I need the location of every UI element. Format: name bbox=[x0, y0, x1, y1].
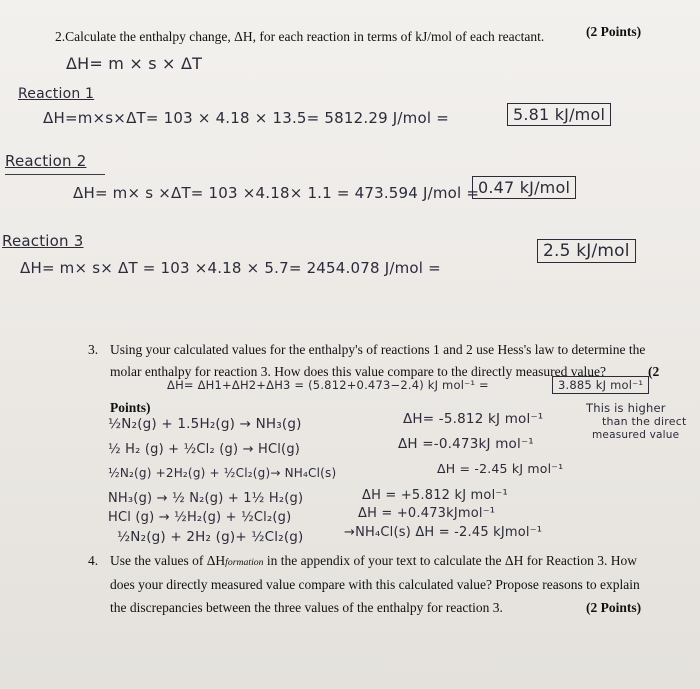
q4-points: (2 Points) bbox=[586, 600, 642, 615]
reaction-2-answer: 0.47 kJ/mol bbox=[472, 176, 576, 199]
q2-prompt: 2.Calculate the enthalpy change, ΔH, for each reaction in terms of kJ/mol of each reactant. bbox=[55, 29, 545, 44]
reaction-1-label: Reaction 1 bbox=[18, 86, 95, 102]
q4-prompt-subscript: formation bbox=[225, 557, 264, 568]
q4-prompt-line-1 bbox=[110, 553, 637, 569]
equation-6-product: →NH₄Cl(s) ΔH = -2.45 kJmol⁻¹ bbox=[344, 525, 543, 540]
equation-1: ½N₂(g) + 1.5H₂(g) → NH₃(g) bbox=[108, 416, 302, 432]
reaction-2-label: Reaction 2 bbox=[5, 152, 87, 170]
equation-3-enthalpy: ΔH = -2.45 kJ mol⁻¹ bbox=[437, 461, 564, 476]
q4-prompt-line-3: the discrepancies between the three values of the enthalpy for reaction 3. bbox=[110, 600, 503, 615]
q3-points-b: Points) bbox=[110, 400, 151, 415]
q4-prompt-line-1b: in the appendix of your text to calculate the ΔH for Reaction 3. How bbox=[263, 553, 637, 568]
reaction-2-calculation: ΔH= m× s ×ΔT= 103 ×4.18× 1.1 = 473.594 J/mol = bbox=[73, 184, 480, 202]
q2-points: (2 Points) bbox=[586, 24, 642, 39]
equation-4-enthalpy: ΔH = +5.812 kJ mol⁻¹ bbox=[362, 488, 508, 503]
equation-6: ½N₂(g) + 2H₂ (g)+ ½Cl₂(g) bbox=[117, 529, 304, 545]
q4-prompt-line-1a: Use the values of ΔH bbox=[110, 553, 226, 568]
q4-prompt-line-2: does your directly measured value compare with this calculated value? Propose reasons to explain bbox=[110, 577, 640, 592]
equation-5-enthalpy: ΔH = +0.473kJmol⁻¹ bbox=[358, 506, 496, 521]
hess-answer: 3.885 kJ mol⁻¹ bbox=[552, 376, 649, 394]
margin-note-1: This is higher bbox=[586, 401, 666, 415]
equation-4: NH₃(g) → ½ N₂(g) + 1½ H₂(g) bbox=[108, 491, 304, 506]
q3-points-a: (2 bbox=[648, 364, 660, 379]
q4-number: 4. bbox=[88, 553, 99, 568]
equation-1-enthalpy: ΔH= -5.812 kJ mol⁻¹ bbox=[403, 411, 544, 427]
reaction-3-label: Reaction 3 bbox=[2, 232, 84, 250]
reaction-3-calculation: ΔH= m× s× ΔT = 103 ×4.18 × 5.7= 2454.078 J/mol = bbox=[20, 259, 441, 277]
equation-2: ½ H₂ (g) + ½Cl₂ (g) → HCl(g) bbox=[108, 442, 301, 457]
hess-sum: ΔH= ΔH1+ΔH2+ΔH3 = (5.812+0.473−2.4) kJ mol⁻¹ = bbox=[167, 378, 489, 392]
q3-prompt-line-1: Using your calculated values for the enthalpy's of reactions 1 and 2 use Hess's law to determine the bbox=[110, 342, 646, 357]
margin-note-2: than the direct bbox=[602, 415, 687, 428]
q2-formula: ΔH= m × s × ΔT bbox=[66, 54, 203, 73]
reaction-3-answer: 2.5 kJ/mol bbox=[537, 239, 636, 263]
reaction-1-calculation: ΔH=m×s×ΔT= 103 × 4.18 × 13.5= 5812.29 J/mol = bbox=[43, 109, 449, 127]
equation-3: ½N₂(g) +2H₂(g) + ½Cl₂(g)→ NH₄Cl(s) bbox=[108, 466, 337, 480]
margin-note-3: measured value bbox=[592, 429, 680, 441]
q3-prompt-line-2: molar enthalpy for reaction 3. How does this value compare to the directly measured value? bbox=[110, 364, 606, 379]
reaction-1-answer: 5.81 kJ/mol bbox=[507, 103, 611, 126]
reaction-2-underline bbox=[5, 174, 105, 175]
equation-2-enthalpy: ΔH =-0.473kJ mol⁻¹ bbox=[398, 436, 534, 452]
q3-number: 3. bbox=[88, 342, 99, 357]
equation-5: HCl (g) → ½H₂(g) + ½Cl₂(g) bbox=[108, 510, 292, 525]
